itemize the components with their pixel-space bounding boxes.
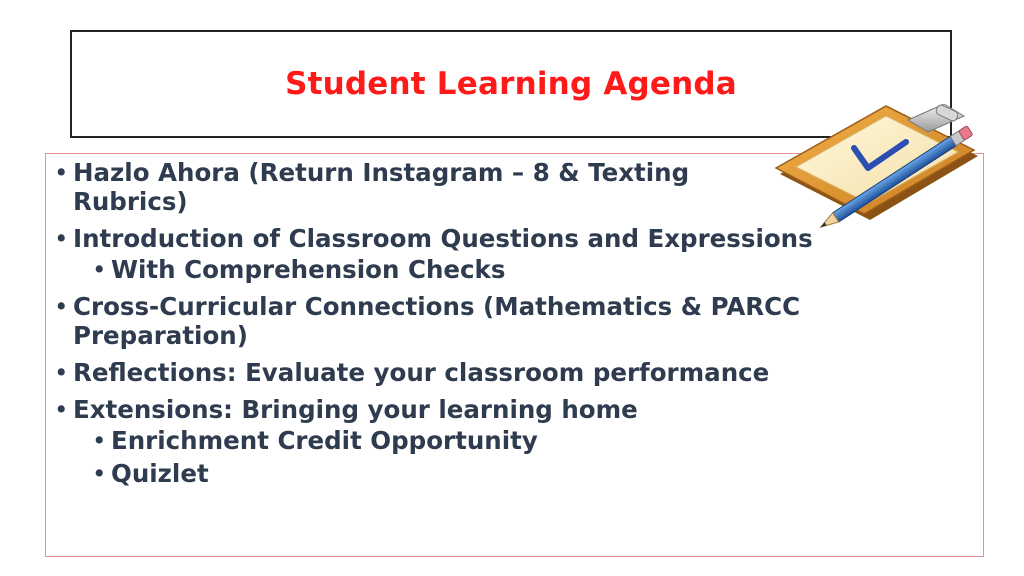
agenda-item-hazlo-ahora: • Hazlo Ahora (Return Instagram – 8 & Texting Rubrics) bbox=[52, 158, 952, 216]
agenda-item-cross-curricular: • Cross-Curricular Connections (Mathematics & PARCC Preparation) bbox=[52, 292, 952, 350]
agenda-item-introduction: • Introduction of Classroom Questions and Expressions bbox=[52, 224, 952, 253]
clipboard-checkmark-pencil-icon bbox=[768, 104, 996, 234]
agenda-item-extensions: • Extensions: Bringing your learning home bbox=[52, 395, 952, 424]
agenda-subitem-quizlet: • Quizlet bbox=[90, 459, 952, 488]
slide-title: Student Learning Agenda bbox=[285, 66, 737, 102]
agenda-item-reflections: • Reflections: Evaluate your classroom performance bbox=[52, 358, 952, 387]
agenda-subitem-enrichment-credit: • Enrichment Credit Opportunity bbox=[90, 426, 952, 455]
agenda-subitem-comprehension-checks: • With Comprehension Checks bbox=[90, 255, 952, 284]
